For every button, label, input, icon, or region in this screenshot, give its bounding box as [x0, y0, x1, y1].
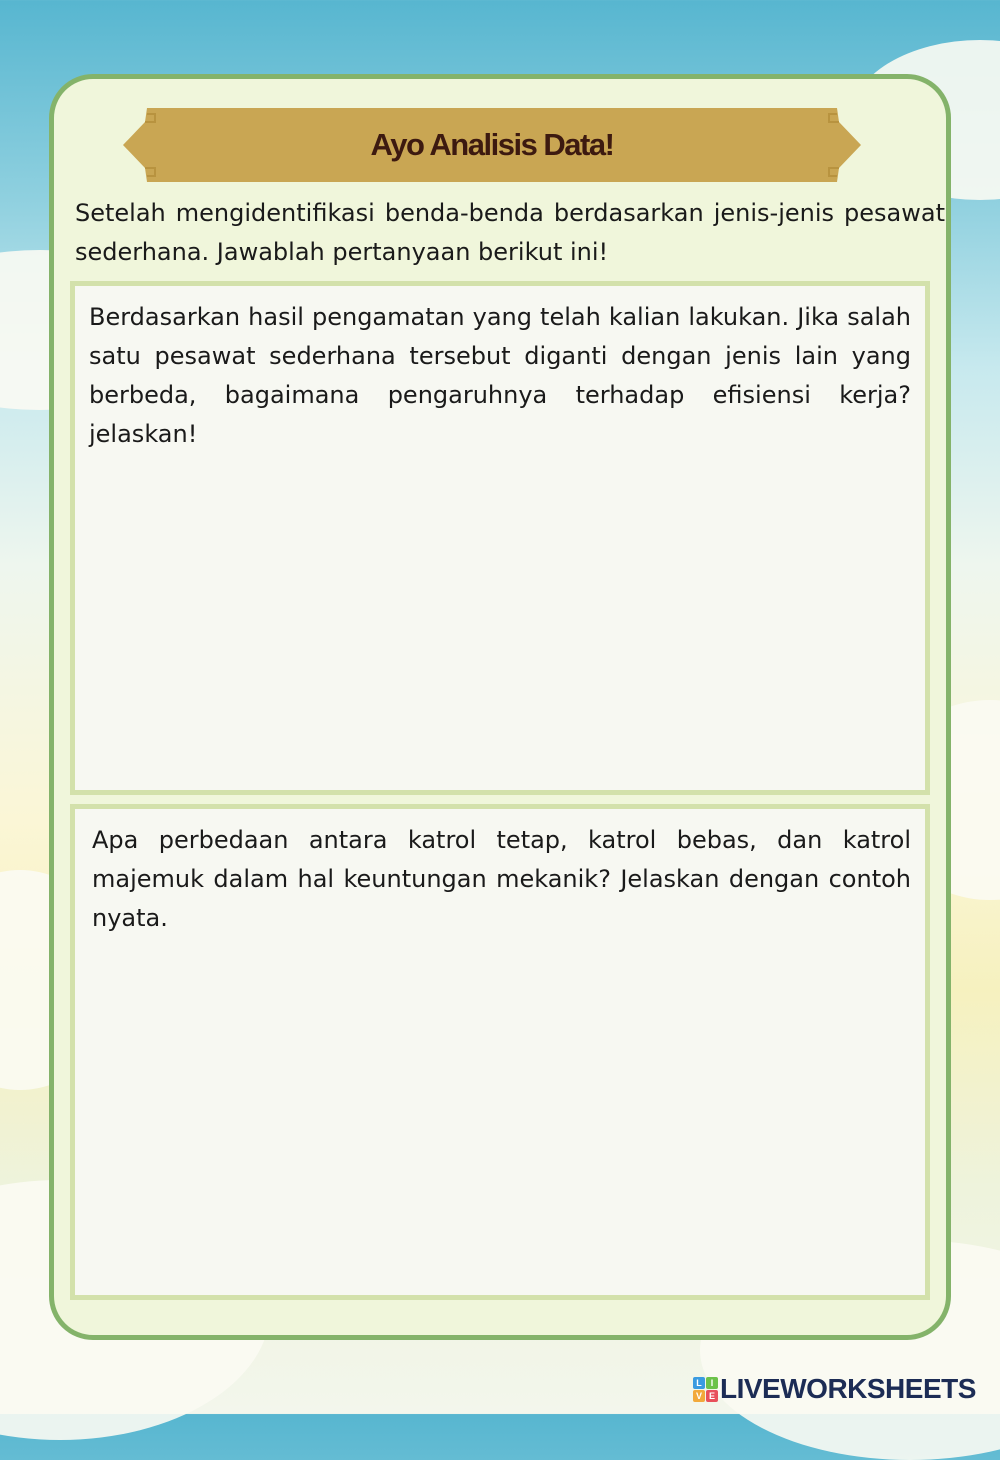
question-text-1: Berdasarkan hasil pengamatan yang telah kalian lakukan. Jika salah satu pesawat sederhana tersebut diganti dengan jenis lain yang berbeda, bagaimana pengaruhnya terhadap efisiensi kerja? jelaskan! — [89, 303, 911, 448]
question-box-2[interactable] — [70, 804, 930, 1300]
intro-text: Setelah mengidentifikasi benda-benda berdasarkan jenis-jenis pesawat sederhana. Jawablah pertanyaan berikut ini! — [75, 199, 945, 266]
liveworksheets-logo — [693, 1374, 976, 1404]
liveworksheets-icon — [693, 1377, 718, 1402]
brand-name: LIVEWORKSHEETS — [720, 1373, 976, 1404]
question-box-1[interactable] — [70, 281, 930, 795]
question-text-2: Apa perbedaan antara katrol tetap, katrol bebas, dan katrol majemuk dalam hal keuntungan mekanik? Jelaskan dengan contoh nyata. — [92, 826, 911, 932]
page-title: Ayo Analisis Data! — [370, 127, 614, 162]
logo-letter: L — [693, 1377, 705, 1389]
logo-letter: I — [706, 1377, 718, 1389]
logo-letter: E — [706, 1390, 718, 1402]
logo-letter: V — [693, 1390, 705, 1402]
title-banner — [123, 108, 861, 182]
